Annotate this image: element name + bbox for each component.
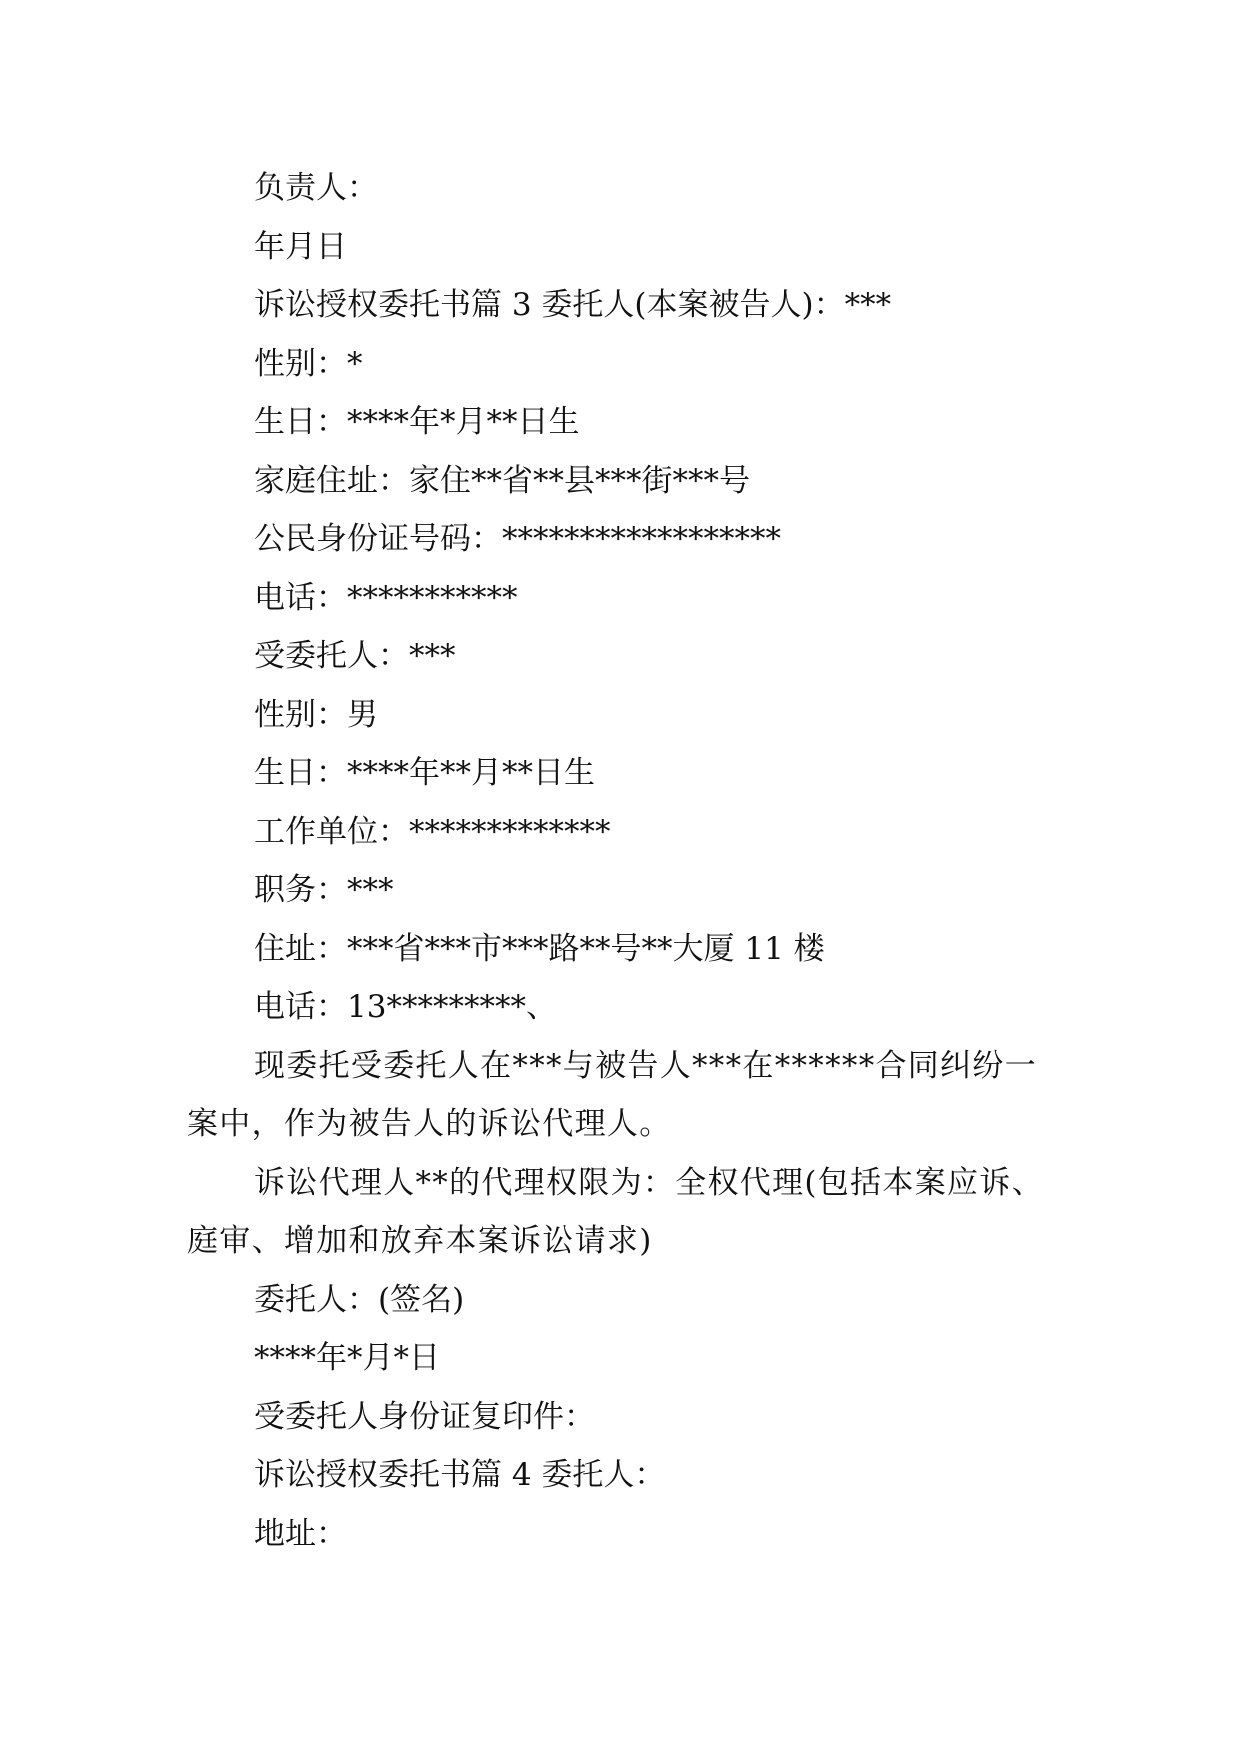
authority-paragraph: 诉讼代理人**的代理权限为：全权代理(包括本案应诉、庭审、增加和放弃本案诉讼请求) (187, 1164, 1044, 1259)
agent-position-line: 职务：*** (254, 872, 394, 908)
signature-date-line: ****年*月*日 (254, 1340, 440, 1376)
principal-address-line: 家庭住址：家住**省**县***街***号 (254, 462, 750, 499)
agent-id-copy-line: 受委托人身份证复印件： (254, 1398, 595, 1435)
section-4-heading-line: 诉讼授权委托书篇 4 委托人： (254, 1457, 666, 1493)
principal-birthday-line: 生日：****年*月**日生 (254, 404, 580, 440)
address-line: 地址： (254, 1515, 347, 1552)
date-line: 年月日 (254, 228, 347, 265)
principal-signature-line: 委托人：(签名) (254, 1281, 465, 1318)
agent-phone-line: 电话：13*********、 (254, 989, 557, 1025)
agent-address-line: 住址：***省***市***路**号**大厦 11 楼 (254, 930, 825, 967)
principal-id-number-line: 公民身份证号码：****************** (254, 521, 781, 557)
agent-birthday-line: 生日：****年**月**日生 (254, 755, 595, 791)
agent-employer-line: 工作单位：************* (254, 813, 611, 850)
agent-gender-line: 性别：男 (254, 696, 378, 733)
section-3-heading-line: 诉讼授权委托书篇 3 委托人(本案被告人)：*** (254, 287, 892, 323)
agent-name-line: 受委托人：*** (254, 638, 456, 674)
responsible-person-line: 负责人： (254, 170, 378, 206)
principal-gender-line: 性别：* (254, 345, 363, 382)
principal-phone-line: 电话：*********** (254, 579, 518, 616)
entrustment-paragraph: 现委托受委托人在***与被告人***在******合同纠纷一案中，作为被告人的诉讼代理人。 (187, 1047, 1037, 1142)
document-body (187, 159, 1057, 1563)
